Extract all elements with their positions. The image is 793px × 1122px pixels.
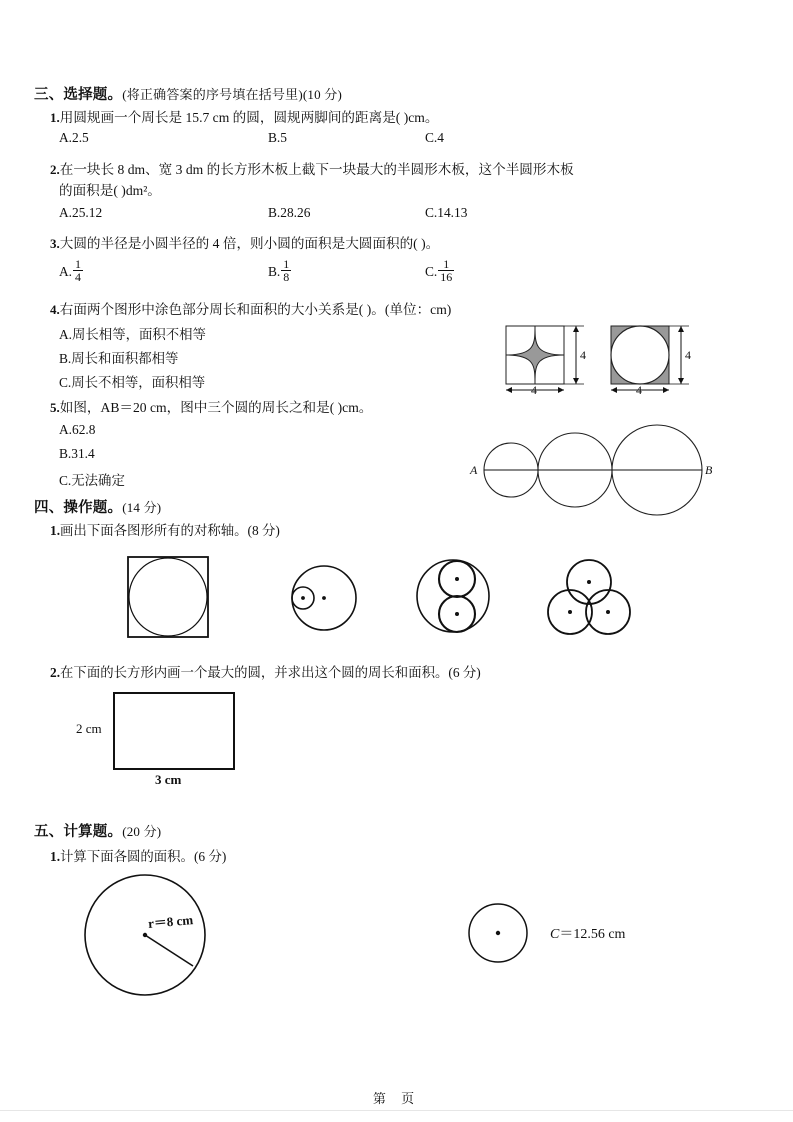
question-5-option-c[interactable]: C.无法确定 bbox=[59, 473, 125, 488]
question-3-option-a-label: A. bbox=[59, 263, 73, 279]
question-2-option-b[interactable]: B.28.26 bbox=[268, 205, 311, 220]
operation-question-2-points: (6 分) bbox=[448, 665, 481, 680]
question-3-option-c[interactable] bbox=[425, 258, 455, 283]
question-4-left-height-label: 4 bbox=[580, 348, 586, 362]
question-3-number: 3. bbox=[50, 236, 60, 251]
question-5-number: 5. bbox=[50, 400, 60, 415]
symmetry-figure-1 bbox=[125, 554, 211, 640]
question-4-option-a[interactable]: A.周长相等，面积不相等 bbox=[59, 327, 206, 342]
question-4-option-c[interactable]: C.周长不相等，面积相等 bbox=[59, 375, 206, 390]
fraction-one-sixteenth bbox=[438, 258, 454, 283]
section-three-instruction: (将正确答案的序号填在括号里) bbox=[122, 87, 303, 102]
question-4 bbox=[50, 300, 451, 320]
calculation-circle-1-radius-label: r＝8 cm bbox=[147, 912, 194, 931]
question-4-figure-right bbox=[605, 322, 693, 397]
point-label-a: A bbox=[470, 463, 478, 477]
question-5-option-a[interactable]: A.62.8 bbox=[59, 422, 96, 437]
question-2-text-line-1: 在一块长 8 dm、宽 3 dm 的长方形木板上截下一块最大的半圆形木板，这个半圆形木板 bbox=[59, 162, 574, 177]
section-heading-five bbox=[34, 820, 161, 841]
question-3-option-a[interactable] bbox=[59, 258, 84, 283]
calculation-circle-2-circumference-label: C＝12.56 cm bbox=[550, 927, 626, 942]
question-1-text: 用圆规画一个周长是 15.7 cm 的圆，圆规两脚间的距离是( )cm。 bbox=[59, 110, 439, 125]
section-five-points: (20 分) bbox=[122, 824, 162, 839]
calculation-question-1-points: (6 分) bbox=[193, 849, 227, 864]
question-4-right-width-label: 4 bbox=[636, 383, 642, 397]
section-three-title: 三、选择题。 bbox=[34, 87, 123, 103]
question-3-option-b[interactable] bbox=[268, 258, 292, 283]
fraction-denominator: 8 bbox=[283, 270, 290, 285]
question-1-number: 1. bbox=[50, 110, 60, 125]
section-heading-three bbox=[34, 83, 342, 104]
question-1-option-c[interactable]: C.4 bbox=[425, 130, 444, 145]
symmetry-figure-4 bbox=[545, 558, 633, 636]
point-label-b: B bbox=[705, 463, 713, 477]
fraction-one-quarter bbox=[73, 258, 83, 283]
question-5-figure bbox=[468, 424, 713, 516]
operation-question-2-text: 在下面的长方形内画一个最大的圆，并求出这个圆的周长和面积。 bbox=[60, 665, 449, 680]
question-4-text: 右面两个图形中涂色部分周长和面积的大小关系是( )。(单位：cm) bbox=[59, 302, 452, 317]
section-five-title: 五、计算题。 bbox=[34, 824, 123, 840]
section-four-points: (14 分) bbox=[122, 500, 162, 515]
question-2-option-c[interactable]: C.14.13 bbox=[425, 205, 468, 220]
question-2-line-1 bbox=[50, 160, 574, 180]
question-2-option-a[interactable]: A.25.12 bbox=[59, 205, 103, 220]
symmetry-figure-2 bbox=[282, 563, 358, 633]
operation-question-2 bbox=[50, 662, 481, 681]
calculation-question-1-number: 1. bbox=[50, 849, 61, 864]
question-5-text: 如图，AB＝20 cm，图中三个圆的周长之和是( )cm。 bbox=[59, 400, 373, 415]
fraction-one-eighth bbox=[281, 258, 291, 283]
operation-question-2-rectangle bbox=[113, 692, 235, 770]
question-3 bbox=[50, 234, 439, 254]
question-2-number: 2. bbox=[50, 162, 60, 177]
section-three-points: (10 分) bbox=[302, 87, 342, 102]
calculation-circle-1 bbox=[83, 873, 207, 997]
fraction-numerator: 1 bbox=[443, 257, 450, 271]
question-4-right-height-label: 4 bbox=[685, 348, 691, 362]
question-4-option-b[interactable]: B.周长和面积都相等 bbox=[59, 351, 179, 366]
question-4-left-width-label: 4 bbox=[531, 383, 537, 397]
question-5-option-b[interactable]: B.31.4 bbox=[59, 446, 95, 461]
section-heading-four bbox=[34, 496, 161, 517]
section-four-title: 四、操作题。 bbox=[34, 500, 123, 516]
operation-question-1-points: (8 分) bbox=[247, 523, 280, 538]
operation-question-1-text: 画出下面各图形所有的对称轴。 bbox=[60, 523, 248, 538]
fraction-denominator: 4 bbox=[75, 270, 82, 285]
fraction-denominator: 16 bbox=[440, 270, 453, 285]
question-4-number: 4. bbox=[50, 302, 60, 317]
question-1 bbox=[50, 108, 438, 128]
calculation-question-1-text: 计算下面各圆的面积。 bbox=[60, 849, 194, 864]
fraction-numerator: 1 bbox=[75, 257, 82, 271]
question-3-option-c-label: C. bbox=[425, 263, 438, 279]
question-4-figure-left bbox=[500, 322, 588, 397]
symmetry-figure-3 bbox=[413, 556, 493, 636]
question-5 bbox=[50, 398, 372, 418]
operation-question-1-number: 1. bbox=[50, 523, 61, 538]
page-footer: 第 页 bbox=[372, 1091, 421, 1106]
calculation-question-1 bbox=[50, 846, 226, 865]
calculation-circle-2 bbox=[467, 902, 529, 964]
question-1-option-b[interactable]: B.5 bbox=[268, 130, 287, 145]
question-1-option-a[interactable]: A.2.5 bbox=[59, 130, 89, 145]
fraction-numerator: 1 bbox=[283, 257, 290, 271]
circumference-text: ＝12.56 cm bbox=[559, 927, 626, 942]
question-3-text: 大圆的半径是小圆半径的 4 倍，则小圆的面积是大圆面积的( )。 bbox=[59, 236, 440, 251]
rectangle-width-label: 3 cm bbox=[155, 772, 182, 787]
rectangle-height-label: 2 cm bbox=[76, 721, 102, 736]
question-3-option-b-label: B. bbox=[268, 263, 281, 279]
operation-question-2-number: 2. bbox=[50, 665, 61, 680]
footer-divider bbox=[0, 1110, 793, 1111]
operation-question-1 bbox=[50, 520, 280, 539]
question-2-line-2: 的面积是( )dm²。 bbox=[59, 183, 161, 198]
